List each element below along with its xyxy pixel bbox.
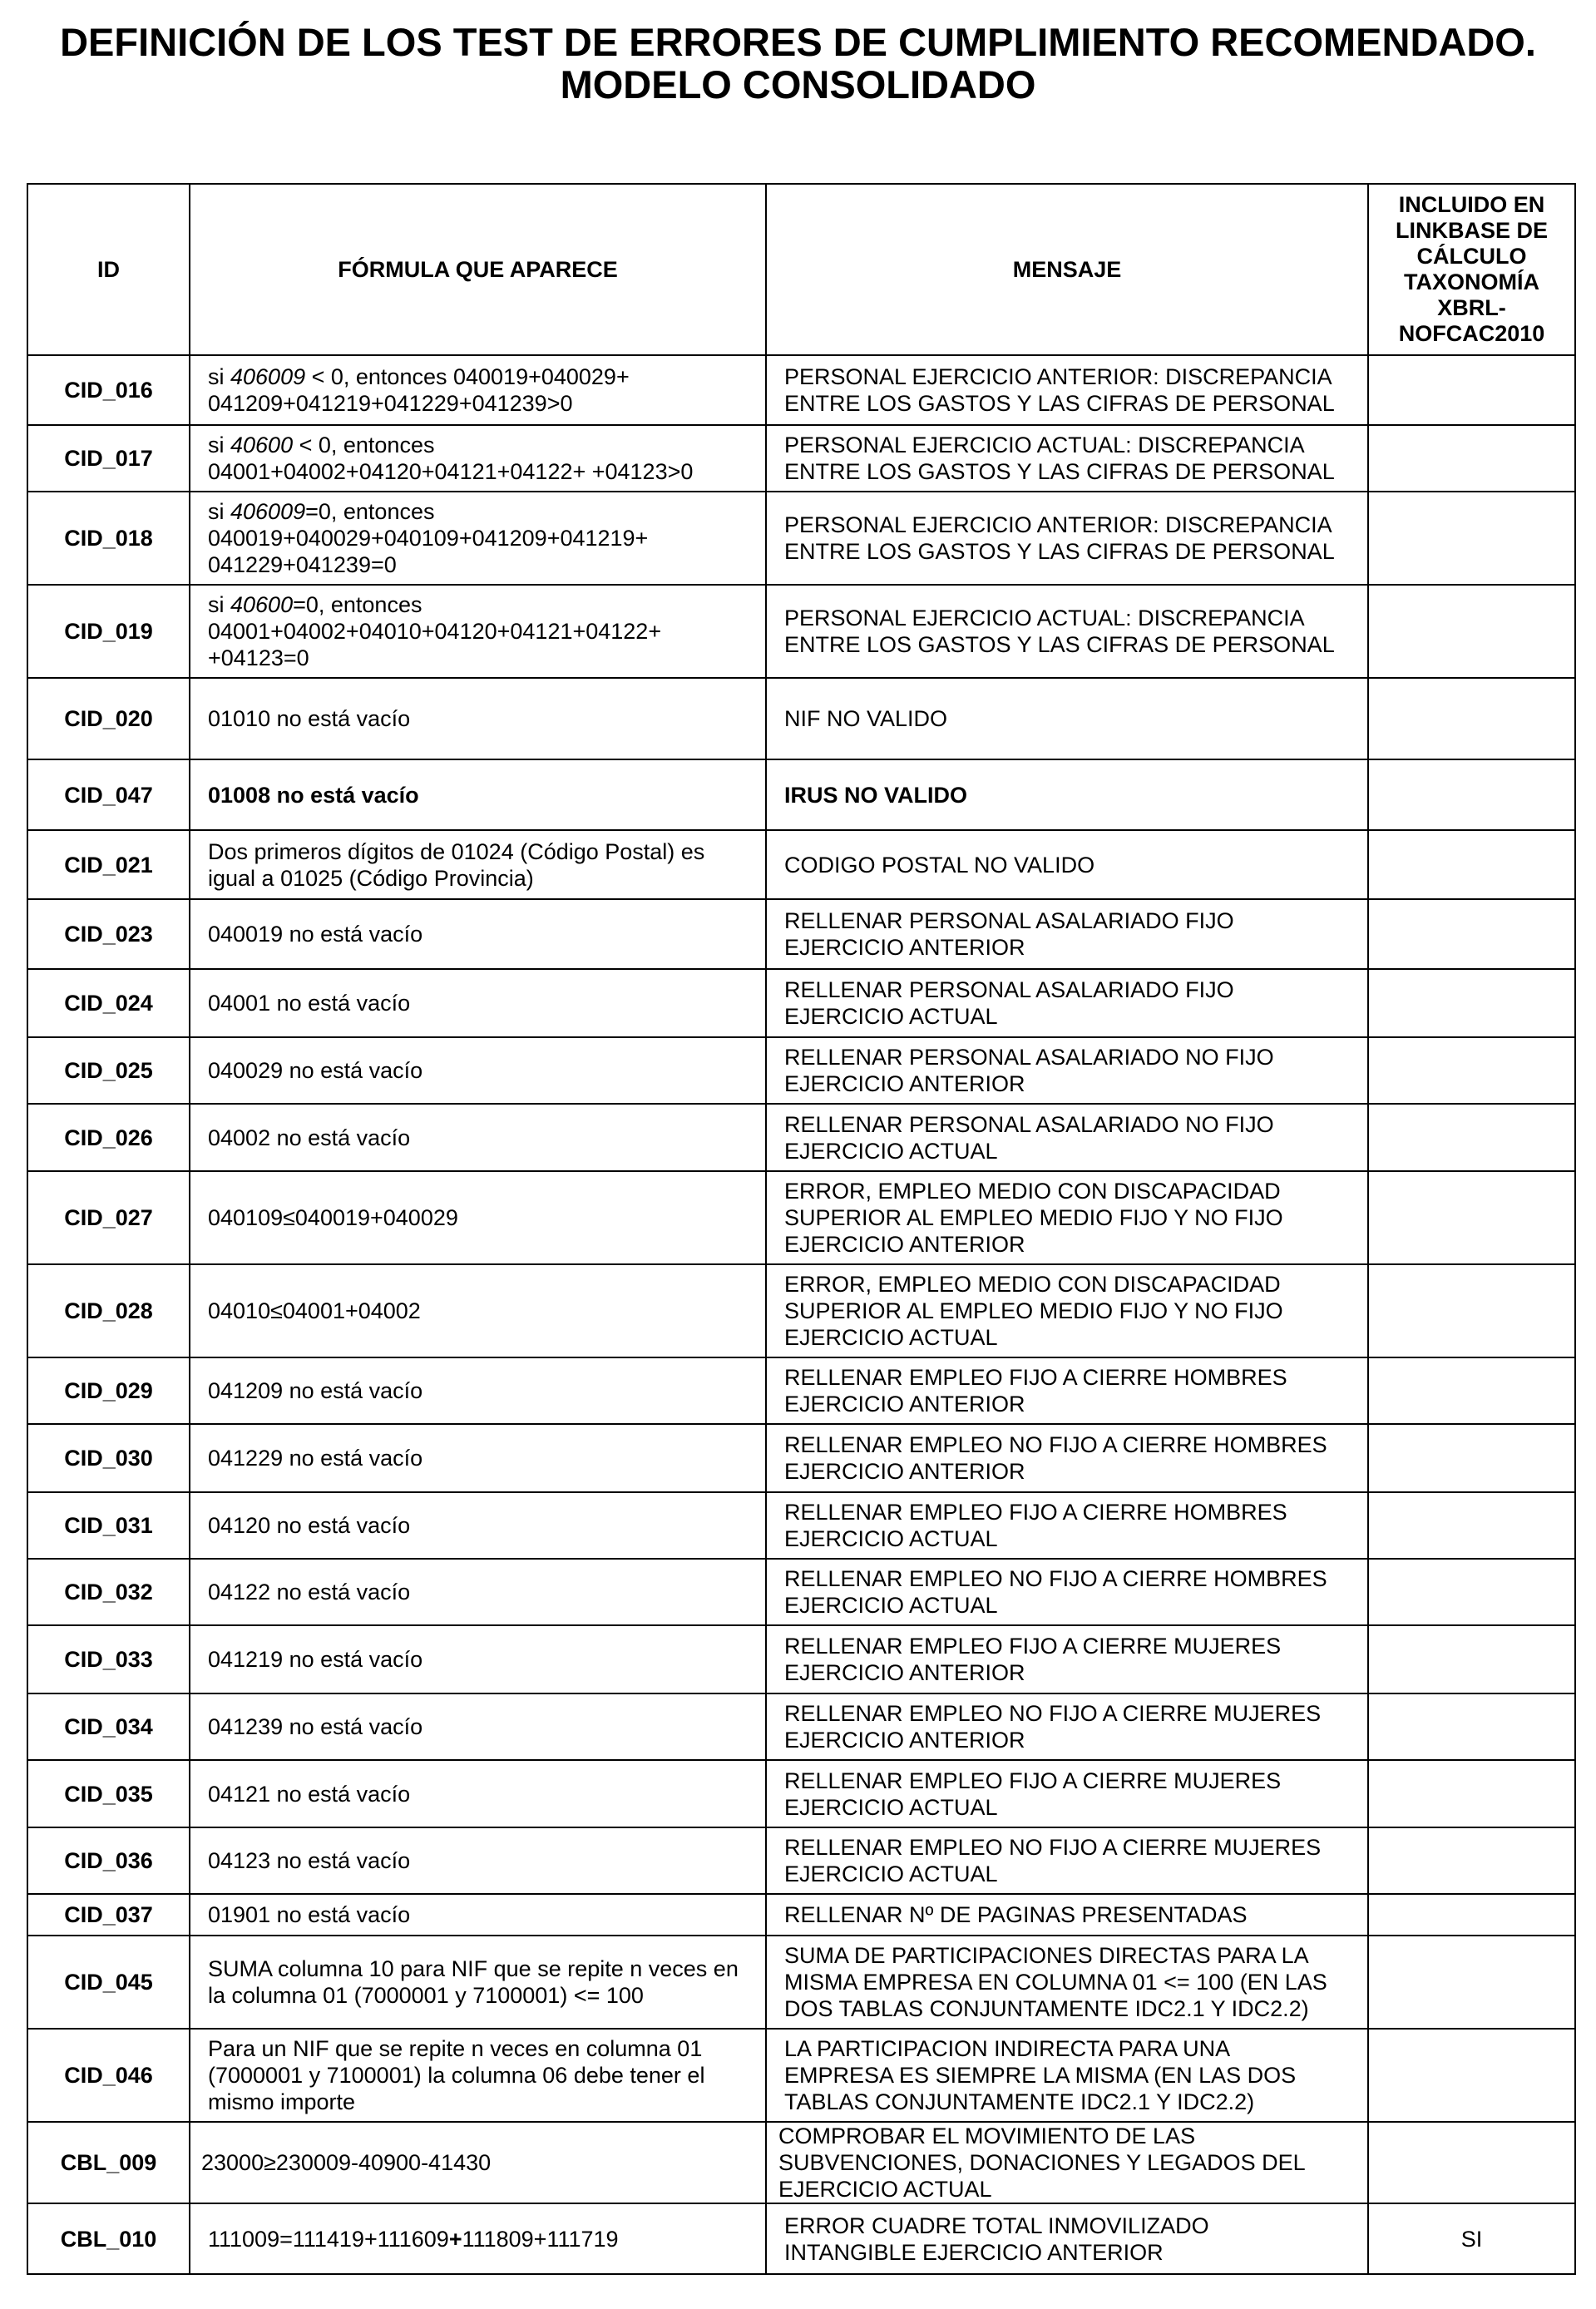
cell-included <box>1368 355 1575 425</box>
cell-message <box>766 2029 1368 2122</box>
formula-text: 111809+111719 <box>462 2226 619 2252</box>
table-row <box>27 678 1575 759</box>
header-message: MENSAJE <box>766 184 1368 355</box>
cell-id <box>27 1827 190 1894</box>
formula-text: 040029 no está vacío <box>208 1058 423 1083</box>
cell-message <box>766 678 1368 759</box>
table-row <box>27 899 1575 969</box>
message-text: SUMA DE PARTICIPACIONES DIRECTAS PARA LA MISMA EMPRESA EN COLUMNA 01 <= 100 (EN LAS DOS TABLAS CONJUNTAMENTE IDC2.1 Y IDC2.2) <box>784 1943 1327 2021</box>
id-text: CID_026 <box>64 1125 153 1150</box>
table-body <box>27 355 1575 2274</box>
cell-formula <box>190 2029 766 2122</box>
cell-id <box>27 355 190 425</box>
id-text: CID_046 <box>64 2063 153 2088</box>
formula-text: < 0, entonces 04001+04002+04120+04121+04122+ +04123>0 <box>208 433 694 484</box>
cell-id <box>27 1559 190 1625</box>
cell-id <box>27 1492 190 1559</box>
test-definitions-table <box>27 183 1576 2275</box>
cell-included <box>1368 899 1575 969</box>
table-row <box>27 1827 1575 1894</box>
message-text: RELLENAR PERSONAL ASALARIADO FIJO EJERCICIO ANTERIOR <box>784 908 1234 960</box>
cell-id <box>27 1936 190 2029</box>
cell-message <box>766 1424 1368 1492</box>
cell-id <box>27 2029 190 2122</box>
cell-included <box>1368 1104 1575 1171</box>
formula-text: 04002 no está vacío <box>208 1125 411 1150</box>
id-text: CID_018 <box>64 526 153 551</box>
message-text: ERROR, EMPLEO MEDIO CON DISCAPACIDAD SUPERIOR AL EMPLEO MEDIO FIJO Y NO FIJO EJERCICIO ACTUAL <box>784 1272 1283 1350</box>
cell-message <box>766 1625 1368 1693</box>
cell-message <box>766 1894 1368 1936</box>
cell-message <box>766 899 1368 969</box>
cell-included <box>1368 1037 1575 1104</box>
formula-text: 041239 no está vacío <box>208 1714 423 1739</box>
cell-formula <box>190 425 766 492</box>
cell-id <box>27 1037 190 1104</box>
cell-included <box>1368 2203 1575 2274</box>
message-text: RELLENAR EMPLEO NO FIJO A CIERRE HOMBRES EJERCICIO ANTERIOR <box>784 1432 1327 1484</box>
cell-id <box>27 678 190 759</box>
cell-id <box>27 1104 190 1171</box>
id-text: CID_023 <box>64 922 153 947</box>
id-text: CID_037 <box>64 1902 153 1927</box>
cell-id <box>27 899 190 969</box>
formula-text: 040109≤040019+040029 <box>208 1205 458 1230</box>
formula-text: Dos primeros dígitos de 01024 (Código Postal) es igual a 01025 (Código Provincia) <box>208 838 705 891</box>
id-text: CID_036 <box>64 1848 153 1873</box>
cell-message <box>766 1693 1368 1760</box>
message-text: RELLENAR EMPLEO NO FIJO A CIERRE MUJERES EJERCICIO ACTUAL <box>784 1835 1322 1886</box>
message-text: PERSONAL EJERCICIO ANTERIOR: DISCREPANCIA ENTRE LOS GASTOS Y LAS CIFRAS DE PERSONAL <box>784 364 1335 416</box>
id-text: CID_025 <box>64 1058 153 1083</box>
id-text: CID_017 <box>64 446 153 471</box>
cell-included <box>1368 678 1575 759</box>
title-line-1: DEFINICIÓN DE LOS TEST DE ERRORES DE CUMPLIMIENTO RECOMENDADO. <box>60 20 1536 64</box>
formula-text: 041209 no está vacío <box>208 1378 423 1403</box>
table-row <box>27 1357 1575 1424</box>
cell-included <box>1368 830 1575 899</box>
message-text: RELLENAR EMPLEO FIJO A CIERRE HOMBRES EJERCICIO ANTERIOR <box>784 1365 1287 1417</box>
header-formula: FÓRMULA QUE APARECE <box>190 184 766 355</box>
cell-included <box>1368 492 1575 585</box>
cell-id <box>27 2122 190 2203</box>
table-row <box>27 2203 1575 2274</box>
table-row <box>27 1104 1575 1171</box>
id-text: CID_020 <box>64 706 153 731</box>
message-text: PERSONAL EJERCICIO ACTUAL: DISCREPANCIA ENTRE LOS GASTOS Y LAS CIFRAS DE PERSONAL <box>784 433 1335 484</box>
cell-formula <box>190 1264 766 1357</box>
cell-included <box>1368 1894 1575 1936</box>
message-text: PERSONAL EJERCICIO ANTERIOR: DISCREPANCIA ENTRE LOS GASTOS Y LAS CIFRAS DE PERSONAL <box>784 512 1335 564</box>
cell-id <box>27 830 190 899</box>
table-row <box>27 2029 1575 2122</box>
id-text: CID_027 <box>64 1205 153 1230</box>
id-text: CID_035 <box>64 1781 153 1807</box>
table-row <box>27 585 1575 678</box>
title-line-2: MODELO CONSOLIDADO <box>560 62 1036 106</box>
formula-text: =0, entonces 040019+040029+040109+041209+041219+ 041229+041239=0 <box>208 499 649 577</box>
id-text: CID_047 <box>64 782 153 808</box>
cell-included <box>1368 1760 1575 1827</box>
formula-text: si <box>208 433 230 457</box>
cell-message <box>766 1264 1368 1357</box>
message-text: RELLENAR EMPLEO FIJO A CIERRE MUJERES EJERCICIO ANTERIOR <box>784 1634 1282 1685</box>
cell-formula <box>190 1424 766 1492</box>
table-row <box>27 1171 1575 1264</box>
cell-id <box>27 1357 190 1424</box>
cell-message <box>766 425 1368 492</box>
cell-formula <box>190 1357 766 1424</box>
cell-message <box>766 585 1368 678</box>
id-text: CID_045 <box>64 1970 153 1995</box>
cell-message <box>766 1357 1368 1424</box>
table-row <box>27 1693 1575 1760</box>
cell-included <box>1368 1625 1575 1693</box>
table-row <box>27 355 1575 425</box>
cell-formula <box>190 355 766 425</box>
message-text: ERROR, EMPLEO MEDIO CON DISCAPACIDAD SUPERIOR AL EMPLEO MEDIO FIJO Y NO FIJO EJERCICIO ANTERIOR <box>784 1179 1283 1257</box>
cell-id <box>27 1760 190 1827</box>
cell-included <box>1368 1171 1575 1264</box>
table-row <box>27 2122 1575 2203</box>
cell-id <box>27 1424 190 1492</box>
message-text: IRUS NO VALIDO <box>784 782 968 808</box>
message-text: RELLENAR PERSONAL ASALARIADO NO FIJO EJERCICIO ANTERIOR <box>784 1045 1274 1096</box>
cell-formula <box>190 1104 766 1171</box>
cell-included <box>1368 1827 1575 1894</box>
formula-text: 01008 no está vacío <box>208 782 419 808</box>
table-row <box>27 1559 1575 1625</box>
cell-message <box>766 1171 1368 1264</box>
cell-formula <box>190 2122 766 2203</box>
message-text: LA PARTICIPACION INDIRECTA PARA UNA EMPRESA ES SIEMPRE LA MISMA (EN LAS DOS TABLAS CONJUNTAMENTE IDC2.1 Y IDC2.2) <box>784 2036 1297 2114</box>
cell-formula <box>190 1936 766 2029</box>
formula-text: < 0, entonces 040019+040029+ 041209+041219+041229+041239>0 <box>208 364 630 416</box>
cell-id <box>27 1693 190 1760</box>
message-text: PERSONAL EJERCICIO ACTUAL: DISCREPANCIA ENTRE LOS GASTOS Y LAS CIFRAS DE PERSONAL <box>784 606 1335 657</box>
table-row <box>27 969 1575 1037</box>
cell-formula <box>190 1559 766 1625</box>
id-text: CID_029 <box>64 1378 153 1403</box>
table-row <box>27 1424 1575 1492</box>
id-text: CID_031 <box>64 1513 153 1538</box>
cell-formula <box>190 1171 766 1264</box>
cell-id <box>27 585 190 678</box>
cell-message <box>766 492 1368 585</box>
table-row <box>27 759 1575 830</box>
id-text: CID_032 <box>64 1580 153 1604</box>
formula-text: 01901 no está vacío <box>208 1902 411 1927</box>
header-id: ID <box>27 184 190 355</box>
formula-text: SUMA columna 10 para NIF que se repite n veces en la columna 01 (7000001 y 7100001) <= 100 <box>208 1956 739 2008</box>
message-text: RELLENAR Nº DE PAGINAS PRESENTADAS <box>784 1902 1248 1927</box>
formula-text: + <box>448 2226 462 2252</box>
formula-text: 04123 no está vacío <box>208 1848 411 1873</box>
message-text: RELLENAR EMPLEO NO FIJO A CIERRE MUJERES EJERCICIO ANTERIOR <box>784 1701 1322 1753</box>
cell-included <box>1368 759 1575 830</box>
formula-text: si <box>208 499 230 524</box>
message-text: RELLENAR EMPLEO NO FIJO A CIERRE HOMBRES EJERCICIO ACTUAL <box>784 1566 1327 1618</box>
cell-formula <box>190 2203 766 2274</box>
cell-included <box>1368 1357 1575 1424</box>
id-text: CID_033 <box>64 1647 153 1672</box>
cell-included <box>1368 2122 1575 2203</box>
table-row <box>27 425 1575 492</box>
cell-message <box>766 355 1368 425</box>
id-text: CID_024 <box>64 991 153 1016</box>
cell-included <box>1368 1693 1575 1760</box>
cell-formula <box>190 492 766 585</box>
message-text: ERROR CUADRE TOTAL INMOVILIZADO INTANGIBLE EJERCICIO ANTERIOR <box>784 2213 1209 2265</box>
formula-text: 40600 <box>230 433 294 457</box>
id-text: CID_016 <box>64 378 153 403</box>
table-header <box>27 184 1575 355</box>
formula-text: 04001 no está vacío <box>208 991 411 1016</box>
table-header-row <box>27 184 1575 355</box>
cell-formula <box>190 1760 766 1827</box>
table-row <box>27 1037 1575 1104</box>
cell-formula <box>190 1037 766 1104</box>
cell-message <box>766 1104 1368 1171</box>
cell-id <box>27 1264 190 1357</box>
cell-included <box>1368 1264 1575 1357</box>
formula-text: 04010≤04001+04002 <box>208 1298 421 1323</box>
id-text: CID_028 <box>64 1298 153 1323</box>
cell-message <box>766 759 1368 830</box>
cell-included <box>1368 1424 1575 1492</box>
cell-id <box>27 1625 190 1693</box>
formula-text: 04121 no está vacío <box>208 1781 411 1807</box>
cell-id <box>27 1894 190 1936</box>
cell-formula <box>190 969 766 1037</box>
id-text: CBL_010 <box>60 2226 157 2252</box>
cell-formula <box>190 1693 766 1760</box>
cell-id <box>27 2203 190 2274</box>
cell-included <box>1368 1936 1575 2029</box>
document-title <box>0 21 1596 106</box>
message-text: RELLENAR EMPLEO FIJO A CIERRE HOMBRES EJERCICIO ACTUAL <box>784 1500 1287 1551</box>
cell-id <box>27 492 190 585</box>
cell-included <box>1368 585 1575 678</box>
cell-message <box>766 1760 1368 1827</box>
formula-text: 041229 no está vacío <box>208 1446 423 1471</box>
formula-text: si <box>208 592 230 617</box>
table-row <box>27 492 1575 585</box>
cell-formula <box>190 1625 766 1693</box>
formula-text: si <box>208 364 230 389</box>
formula-text: 406009 <box>230 499 306 524</box>
formula-text: 40600 <box>230 592 294 617</box>
cell-id <box>27 759 190 830</box>
formula-text: 111009=111419+111609 <box>208 2226 449 2252</box>
formula-text: 040019 no está vacío <box>208 922 423 947</box>
cell-included <box>1368 2029 1575 2122</box>
table-row <box>27 830 1575 899</box>
cell-message <box>766 2203 1368 2274</box>
cell-message <box>766 1827 1368 1894</box>
cell-message <box>766 2122 1368 2203</box>
formula-text: 23000≥230009-40900-41430 <box>201 2150 492 2175</box>
table-row <box>27 1894 1575 1936</box>
message-text: RELLENAR EMPLEO FIJO A CIERRE MUJERES EJERCICIO ACTUAL <box>784 1768 1282 1820</box>
cell-formula <box>190 678 766 759</box>
cell-included <box>1368 969 1575 1037</box>
cell-formula <box>190 1827 766 1894</box>
message-text: CODIGO POSTAL NO VALIDO <box>784 852 1095 878</box>
table-row <box>27 1625 1575 1693</box>
cell-formula <box>190 1894 766 1936</box>
formula-text: 04120 no está vacío <box>208 1513 411 1538</box>
included-text: SI <box>1460 2226 1483 2252</box>
cell-message <box>766 1559 1368 1625</box>
cell-formula <box>190 759 766 830</box>
cell-included <box>1368 1492 1575 1559</box>
message-text: NIF NO VALIDO <box>784 706 948 731</box>
cell-message <box>766 830 1368 899</box>
cell-message <box>766 1492 1368 1559</box>
cell-id <box>27 969 190 1037</box>
formula-text: 406009 <box>230 364 306 389</box>
cell-id <box>27 425 190 492</box>
cell-formula <box>190 1492 766 1559</box>
table-row <box>27 1492 1575 1559</box>
formula-text: 04122 no está vacío <box>208 1580 411 1604</box>
id-text: CID_030 <box>64 1446 153 1471</box>
formula-text: =0, entonces 04001+04002+04010+04120+04121+04122+ +04123=0 <box>208 592 662 670</box>
cell-formula <box>190 899 766 969</box>
formula-text: Para un NIF que se repite n veces en columna 01 (7000001 y 7100001) la columna 06 debe tener el mismo importe <box>208 2036 705 2114</box>
id-text: CBL_009 <box>60 2150 157 2175</box>
id-text: CID_019 <box>64 619 153 644</box>
formula-text: 041219 no está vacío <box>208 1647 423 1672</box>
formula-text: 01010 no está vacío <box>208 706 411 731</box>
cell-message <box>766 969 1368 1037</box>
cell-message <box>766 1037 1368 1104</box>
cell-included <box>1368 1559 1575 1625</box>
message-text: RELLENAR PERSONAL ASALARIADO NO FIJO EJERCICIO ACTUAL <box>784 1111 1274 1164</box>
message-text: RELLENAR PERSONAL ASALARIADO FIJO EJERCICIO ACTUAL <box>784 977 1234 1029</box>
table-row <box>27 1760 1575 1827</box>
cell-formula <box>190 585 766 678</box>
cell-formula <box>190 830 766 899</box>
header-included: INCLUIDO EN LINKBASE DE CÁLCULO TAXONOMÍA XBRL- NOFCAC2010 <box>1368 184 1575 355</box>
cell-message <box>766 1936 1368 2029</box>
table-row <box>27 1264 1575 1357</box>
id-text: CID_021 <box>64 852 153 878</box>
id-text: CID_034 <box>64 1714 153 1739</box>
message-text: COMPROBAR EL MOVIMIENTO DE LAS SUBVENCIONES, DONACIONES Y LEGADOS DEL EJERCICIO ACTUAL <box>778 2124 1306 2202</box>
table-row <box>27 1936 1575 2029</box>
cell-included <box>1368 425 1575 492</box>
cell-id <box>27 1171 190 1264</box>
